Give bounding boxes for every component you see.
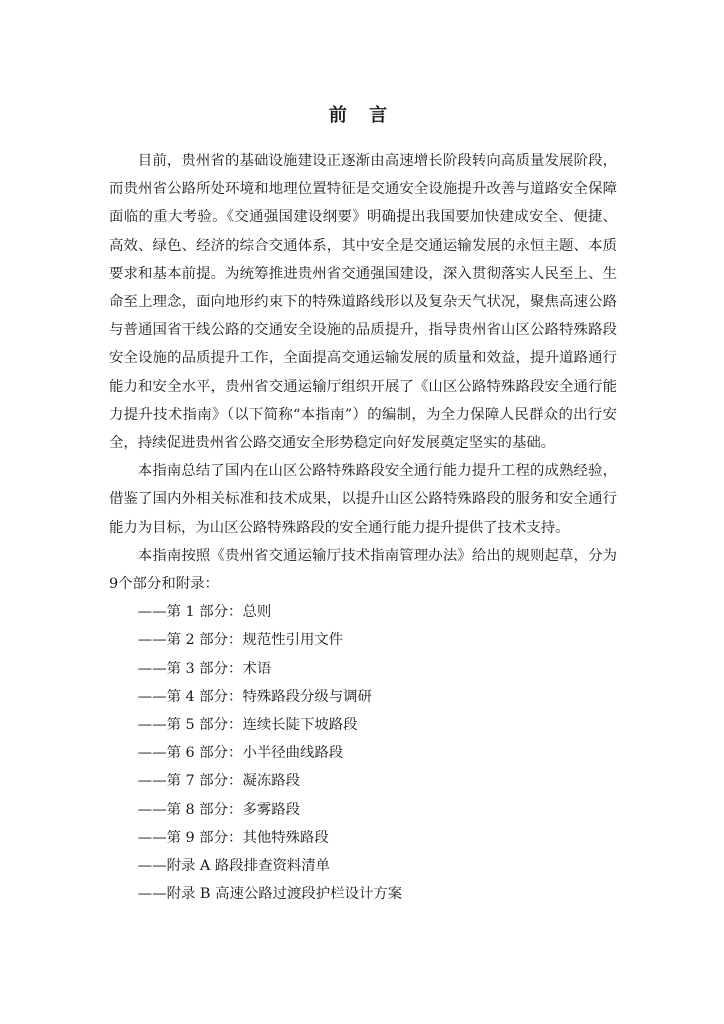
parts-list bbox=[109, 598, 617, 908]
list-item: ——第 6 部分：小半径曲线路段 bbox=[137, 745, 344, 762]
paragraph-structure: 本指南按照《贵州省交通运输厅技术指南管理办法》给出的规则起草，分为9个部分和附录： bbox=[109, 547, 617, 593]
list-item: ——第 7 部分：凝冻路段 bbox=[137, 773, 301, 790]
list-item: ——第 3 部分：术语 bbox=[137, 660, 272, 677]
paragraph-background: 目前，贵州省的基础设施建设正逐渐由高速增长阶段转向高质量发展阶段，而贵州省公路所处环境和地理位置特征是交通安全设施提升改善与道路安全保障面临的重大考验。《交通强国建设纲要》明确提出我国要加快建成安全、便捷、高效、绿色、经济的综合交通体系，其中安全是交通运输发展的永恒主题、本质要求和基本前提。为统筹推进贵州省交通强国建设，深入贯彻落实人民至上、生命至上理念，面向地形约束下的特殊道路线形以及复杂天气状况，聚焦高速公路与普通国省干线公路的交通安全设施的品质提升，指导贵州省山区公路特殊路段安全设施的品质提升工作，全面提高交通运输发展的质量和效益，提升道路通行能力和安全水平，贵州省交通运输厅组织开展了《山区公路特殊路段安全通行能力提升技术指南》（以下简称“本指南”）的编制，为全力保障人民群众的出行安全，持续促进贵州省公路交通安全形势稳定向好发展奠定坚实的基础。 bbox=[109, 153, 617, 452]
page-title: 前 言 bbox=[328, 105, 396, 126]
list-item: ——附录 A 路段排查资料清单 bbox=[137, 858, 331, 875]
list-item: ——第 5 部分：连续长陡下坡路段 bbox=[137, 717, 358, 734]
list-item: ——附录 B 高速公路过渡段护栏设计方案 bbox=[137, 886, 403, 903]
document-body bbox=[109, 147, 617, 908]
list-item: ——第 8 部分：多雾路段 bbox=[137, 801, 301, 818]
paragraph-summary: 本指南总结了国内在山区公路特殊路段安全通行能力提升工程的成熟经验，借鉴了国内外相关标准和技术成果，以提升山区公路特殊路段的服务和安全通行能力为目标，为山区公路特殊路段的安全通行能力提升提供了技术支持。 bbox=[109, 463, 617, 536]
list-item: ——第 4 部分：特殊路段分级与调研 bbox=[137, 688, 372, 705]
list-item: ——第 9 部分：其他特殊路段 bbox=[137, 829, 329, 846]
list-item: ——第 2 部分：规范性引用文件 bbox=[137, 632, 344, 649]
list-item: ——第 1 部分：总则 bbox=[137, 604, 272, 621]
